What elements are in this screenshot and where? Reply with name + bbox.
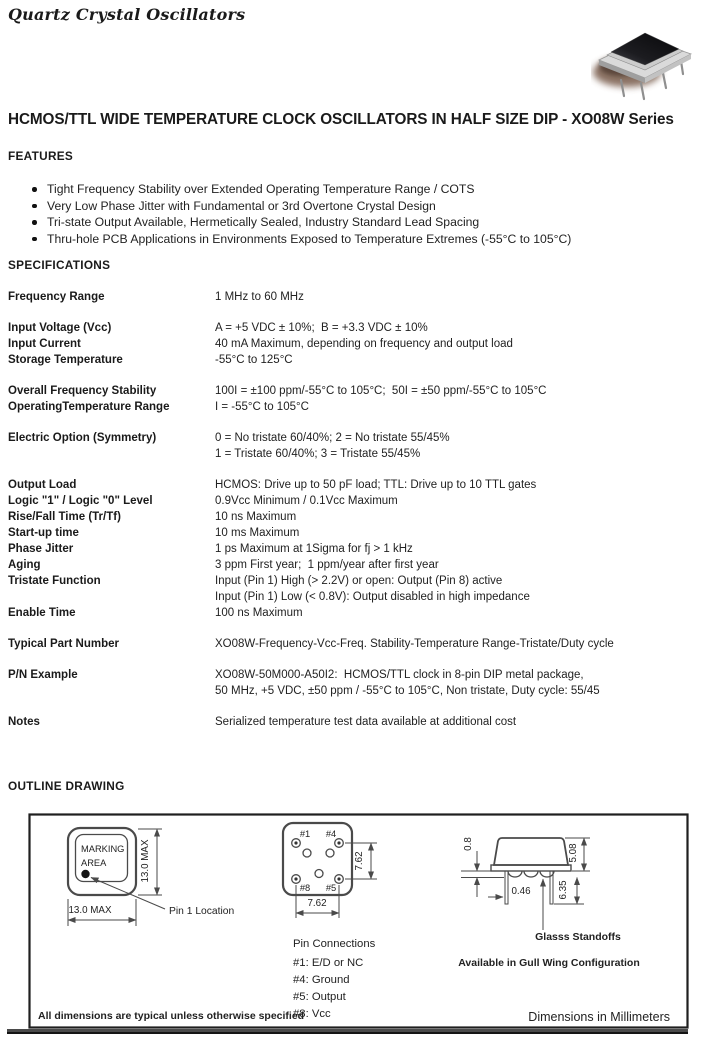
pin-connections: [293, 938, 376, 1020]
lead-dia-dim: 0.46: [511, 886, 531, 897]
marking-area-label: AREA: [81, 858, 107, 868]
side-view: [458, 837, 640, 969]
bullet-icon: [32, 204, 37, 209]
spec-row: Electric Option (Symmetry) 0 = No tristate 60/40%; 2 = No tristate 55/45%: [8, 432, 450, 444]
lead-length-dim: 6.35: [558, 880, 569, 900]
pin-spacing-vertical: 7.62: [354, 851, 365, 871]
bottom-divider-bar: [7, 1029, 688, 1034]
spec-row: Storage Temperature -55°C to 125°C: [8, 354, 293, 366]
pin-connection-item: #8: Vcc: [293, 1008, 331, 1020]
spec-row: Typical Part Number XO08W-Frequency-Vcc-Freq. Stability-Temperature Range-Tristate/Duty cycle: [8, 638, 614, 650]
specifications-table: [8, 289, 698, 730]
spec-row: 1 = Tristate 60/40%; 3 = Tristate 55/45%: [215, 448, 421, 460]
pin-connection-item: #5: Output: [293, 991, 346, 1003]
spec-row: Aging 3 ppm First year; 1 ppm/year after first year: [8, 559, 439, 571]
body-height-dim: 5.08: [568, 843, 579, 863]
footer-note-left: All dimensions are typical unless otherwise specified: [38, 1010, 305, 1022]
glass-standoffs-label: Glasss Standoffs: [535, 931, 621, 943]
features-heading: FEATURES: [8, 149, 74, 163]
feature-item: Thru-hole PCB Applications in Environments Exposed to Temperature Extremes (-55°C to 105°C): [30, 231, 680, 248]
spec-row: Phase Jitter 1 ps Maximum at 1Sigma for fj > 1 kHz: [8, 543, 413, 555]
feature-item: Very Low Phase Jitter with Fundamental or 3rd Overtone Crystal Design: [30, 198, 680, 215]
spec-row: Input (Pin 1) Low (< 0.8V): Output disabled in high impedance: [215, 591, 530, 603]
width-dimension: 13.0 MAX: [68, 905, 112, 916]
spec-row: Enable Time 100 ns Maximum: [8, 607, 303, 619]
page-title: HCMOS/TTL WIDE TEMPERATURE CLOCK OSCILLATORS IN HALF SIZE DIP - XO08W Series: [8, 111, 674, 128]
spec-row: P/N Example XO08W-50M000-A50I2: HCMOS/TTL clock in 8-pin DIP metal package,: [8, 669, 584, 681]
standoff-height-dim: 0.8: [463, 837, 474, 851]
bullet-icon: [32, 220, 37, 225]
brand-title: Quartz Crystal Oscillators: [8, 5, 246, 24]
gullwing-note: Available in Gull Wing Configuration: [458, 957, 640, 969]
spec-row: OperatingTemperature Range I = -55°C to 105°C: [8, 401, 309, 413]
outline-drawing-heading: OUTLINE DRAWING: [8, 779, 125, 793]
pin-connection-item: #4: Ground: [293, 974, 350, 986]
bottom-view: [283, 823, 377, 918]
spec-row: Logic "1" / Logic "0" Level 0.9Vcc Minimum / 0.1Vcc Maximum: [8, 495, 398, 507]
pin-connections-heading: Pin Connections: [293, 938, 376, 950]
specifications-heading: SPECIFICATIONS: [8, 258, 111, 272]
spec-row: Frequency Range 1 MHz to 60 MHz: [8, 291, 304, 303]
holes: [303, 849, 334, 878]
bullet-icon: [32, 187, 37, 192]
feature-item: Tight Frequency Stability over Extended Operating Temperature Range / COTS: [30, 181, 680, 198]
pin1-label: #1: [299, 829, 311, 839]
spec-row: Rise/Fall Time (Tr/Tf) 10 ns Maximum: [8, 511, 297, 523]
feature-item: Tri-state Output Available, Hermetically Sealed, Industry Standard Lead Spacing: [30, 214, 680, 231]
glass-standoffs: [508, 871, 554, 877]
top-view: [68, 828, 235, 926]
spec-row: Output Load HCMOS: Drive up to 50 pF load; TTL: Drive up to 10 TTL gates: [8, 479, 537, 491]
lead-left: [505, 871, 508, 904]
product-photo: [591, 14, 699, 106]
pin1-location-label: Pin 1 Location: [169, 906, 235, 917]
pin1-dot: [81, 870, 89, 878]
pin4-label: #4: [325, 829, 337, 839]
spec-row: 50 MHz, +5 VDC, ±50 ppm / -55°C to 105°C, Non tristate, Duty cycle: 55/45: [215, 685, 600, 697]
pin-connection-item: #1: E/D or NC: [293, 957, 364, 969]
features-list: [30, 181, 680, 247]
drawing-border: [30, 815, 688, 1028]
spec-row: Start-up time 10 ms Maximum: [8, 527, 300, 539]
pin8-label: #8: [299, 883, 311, 893]
spec-row: Input Current 40 mA Maximum, depending on frequency and output load: [8, 338, 513, 350]
spec-row: Overall Frequency Stability 100I = ±100 ppm/-55°C to 105°C; 50I = ±50 ppm/-55°C to 105°C: [8, 385, 547, 397]
pin-spacing-horizontal: 7.62: [307, 898, 327, 909]
spec-row: Tristate Function Input (Pin 1) High (> 2.2V) or open: Output (Pin 8) active: [8, 575, 503, 587]
footer-note-right: Dimensions in Millimeters: [528, 1010, 670, 1024]
pin5-label: #5: [325, 883, 337, 893]
height-dimension: 13.0 MAX: [140, 839, 151, 883]
outline-drawing: [28, 813, 690, 1031]
marking-area-label: MARKING: [81, 844, 125, 854]
bullet-icon: [32, 237, 37, 242]
spec-row: Input Voltage (Vcc) A = +5 VDC ± 10%; B = +3.3 VDC ± 10%: [8, 322, 428, 334]
spec-row: Notes Serialized temperature test data available at additional cost: [8, 716, 517, 728]
